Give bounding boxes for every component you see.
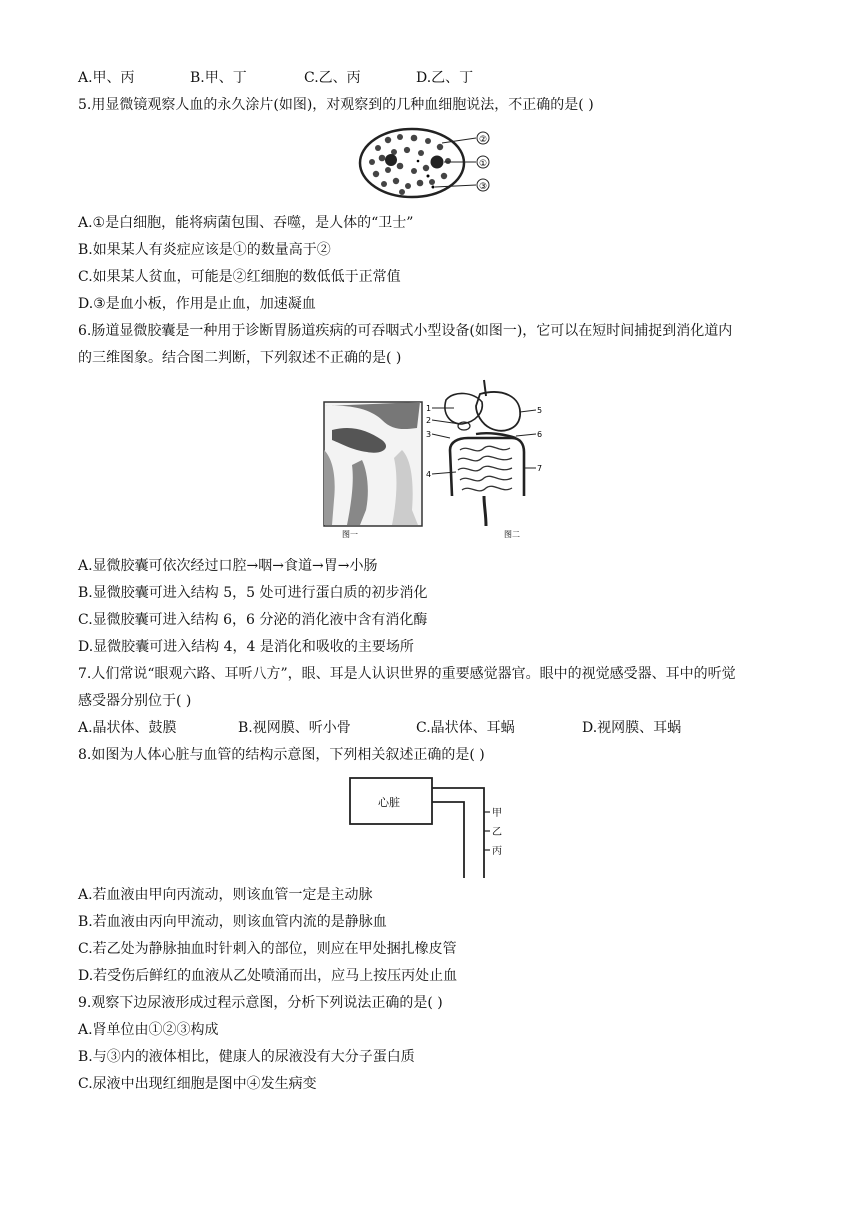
q5-option-d: D.③是血小板，作用是止血，加速凝血 bbox=[78, 296, 316, 312]
smear-label-2: ② bbox=[478, 135, 488, 145]
digestive-label-1: 1 bbox=[426, 404, 432, 413]
q7-stem-line2: 感受器分别位于( ) bbox=[78, 693, 192, 709]
digestive-label-2: 2 bbox=[426, 416, 432, 425]
digestive-label-6: 6 bbox=[537, 430, 543, 439]
figure-1-caption: 图一 bbox=[342, 530, 358, 539]
digestive-label-3: 3 bbox=[426, 430, 432, 439]
vessel-label-jia: 甲 bbox=[492, 808, 502, 819]
q7-stem-line1: 7.人们常说“眼观六路、耳听八方”，眼、耳是人认识世界的重要感觉器官。眼中的视觉感受器、耳中的听觉 bbox=[78, 666, 736, 682]
smear-label-1: ① bbox=[478, 159, 488, 169]
q4-option-c: C.乙、丙 bbox=[304, 70, 361, 86]
q6-option-c: C.显微胶囊可进入结构 6，6 分泌的消化液中含有消化酶 bbox=[78, 612, 428, 628]
q7-option-c: C.晶状体、耳蜗 bbox=[416, 720, 515, 736]
q8-option-a: A.若血液由甲向丙流动，则该血管一定是主动脉 bbox=[78, 887, 373, 903]
q9-option-b: B.与③内的液体相比，健康人的尿液没有大分子蛋白质 bbox=[78, 1049, 415, 1065]
q6-option-a: A.显微胶囊可依次经过口腔→咽→食道→胃→小肠 bbox=[78, 558, 378, 574]
q8-option-d: D.若受伤后鲜红的血液从乙处喷涌而出，应马上按压丙处止血 bbox=[78, 968, 458, 984]
vessel-label-bing: 丙 bbox=[492, 846, 502, 857]
q5-option-a: A.①是白细胞，能将病菌包围、吞噬，是人体的“卫士” bbox=[78, 215, 414, 231]
digestive-label-4: 4 bbox=[426, 470, 432, 479]
q6-option-b: B.显微胶囊可进入结构 5，5 处可进行蛋白质的初步消化 bbox=[78, 585, 428, 601]
q7-option-a: A.晶状体、鼓膜 bbox=[78, 720, 177, 736]
q8-stem: 8.如图为人体心脏与血管的结构示意图，下列相关叙述正确的是( ) bbox=[78, 747, 485, 763]
digestive-system-figure bbox=[424, 378, 544, 540]
digestive-label-5: 5 bbox=[537, 406, 543, 415]
figure-2-caption: 图二 bbox=[504, 530, 520, 539]
q9-option-a: A.肾单位由①②③构成 bbox=[78, 1022, 219, 1038]
heart-label: 心脏 bbox=[378, 796, 400, 809]
q7-option-d: D.视网膜、耳蜗 bbox=[582, 720, 682, 736]
q5-option-b: B.如果某人有炎症应该是①的数量高于② bbox=[78, 242, 331, 258]
digestive-label-7: 7 bbox=[537, 464, 543, 473]
q4-option-d: D.乙、丁 bbox=[416, 70, 474, 86]
vessel-label-yi: 乙 bbox=[492, 827, 502, 838]
q4-option-b: B.甲、丁 bbox=[190, 70, 247, 86]
q5-option-c: C.如果某人贫血，可能是②红细胞的数低低于正常值 bbox=[78, 269, 401, 285]
smear-label-3: ③ bbox=[478, 182, 488, 192]
q6-stem-line1: 6.肠道显微胶囊是一种用于诊断胃肠道疾病的可吞咽式小型设备(如图一)，它可以在短时间捕捉到消化道内 bbox=[78, 323, 733, 339]
q4-option-a: A.甲、丙 bbox=[78, 70, 135, 86]
q7-option-b: B.视网膜、听小骨 bbox=[238, 720, 351, 736]
q8-option-b: B.若血液由丙向甲流动，则该血管内流的是静脉血 bbox=[78, 914, 387, 930]
heart-vessel-figure bbox=[346, 776, 516, 880]
q9-stem: 9.观察下边尿液形成过程示意图，分析下列说法正确的是( ) bbox=[78, 995, 443, 1011]
q6-stem-line2: 的三维图象。结合图二判断，下列叙述不正确的是( ) bbox=[78, 350, 402, 366]
blood-smear-figure bbox=[358, 126, 498, 202]
q8-option-c: C.若乙处为静脉抽血时针刺入的部位，则应在甲处捆扎橡皮管 bbox=[78, 941, 457, 957]
q6-option-d: D.显微胶囊可进入结构 4，4 是消化和吸收的主要场所 bbox=[78, 639, 414, 655]
q9-option-c: C.尿液中出现红细胞是图中④发生病变 bbox=[78, 1076, 317, 1092]
q5-stem: 5.用显微镜观察人血的永久涂片(如图)，对观察到的几种血细胞说法，不正确的是( ) bbox=[78, 97, 594, 113]
capsule-photo-figure bbox=[322, 400, 424, 540]
